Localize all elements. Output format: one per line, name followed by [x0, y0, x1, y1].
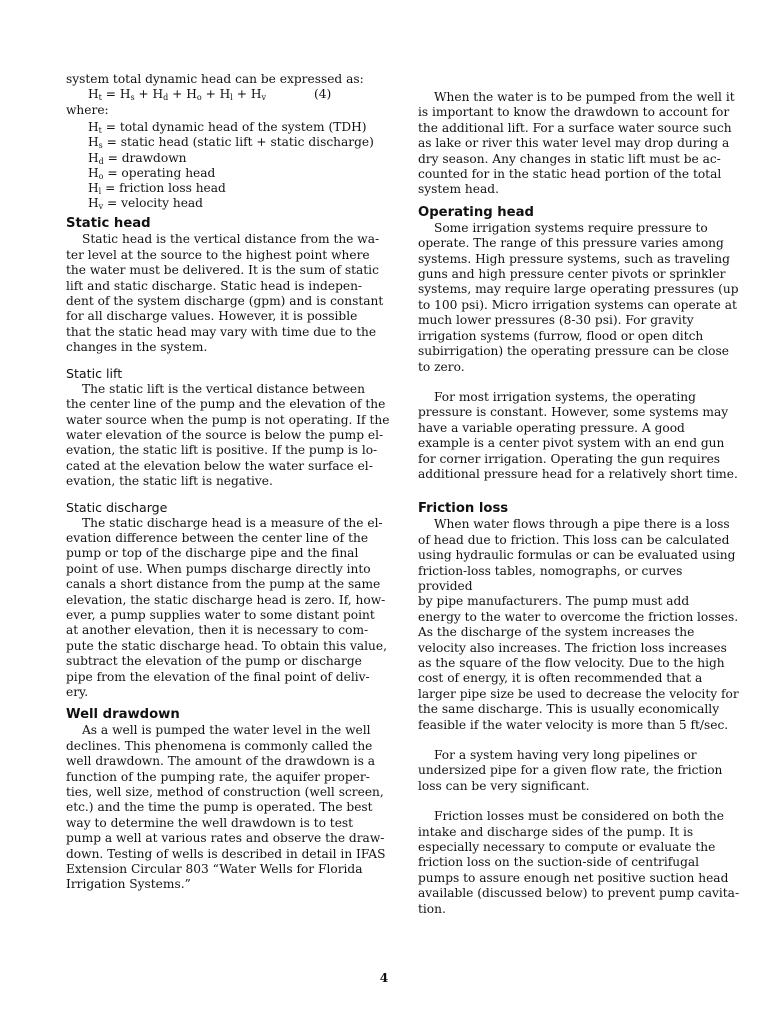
section-heading-static-head: Static head: [66, 216, 151, 232]
text-line: as the square of the flow velocity. Due to the high: [418, 656, 725, 670]
text-line: the water must be delivered. It is the sum of static: [66, 263, 379, 278]
eq-sub: s: [130, 93, 135, 103]
text-line: pump a well at various rates and observe the draw-: [66, 831, 385, 846]
text-line: by pipe manufacturers. The pump must add: [418, 594, 690, 609]
text-line: counted for in the static head portion of the total: [418, 167, 722, 182]
text-line: Friction losses must be considered on both the: [434, 809, 724, 824]
definition-text: = friction loss head: [105, 181, 226, 196]
text-line: energy to the water to overcome the friction losses.: [418, 609, 739, 624]
text-line: systems, may require large operating pressures (up: [418, 282, 739, 297]
where-label: where:: [66, 102, 109, 117]
drawdown-continued-paragraph: [418, 90, 740, 198]
text-line: at another elevation, then it is necessary to com-: [66, 623, 369, 638]
text-line: guns and high pressure center pivots or sprinkler: [418, 267, 726, 282]
section-heading-operating-head: Operating head: [418, 204, 534, 220]
text-line: as lake or river this water level may drop during a: [418, 136, 730, 151]
text-line: ties, well size, method of construction (well screen,: [66, 785, 384, 800]
static-lift-paragraph: [66, 382, 390, 490]
definition-item: $H_d$ = drawdown: [88, 150, 187, 166]
text-line: pute the static discharge head. To obtain this value,: [66, 638, 387, 653]
text-line: to zero.: [418, 359, 465, 374]
text-line: for all discharge values. However, it is possible: [66, 309, 358, 324]
text-line: example is a center pivot system with an end gun: [418, 436, 725, 451]
text-line: point of use. When pumps discharge directly into: [66, 561, 371, 576]
text-line: Static head is the vertical distance from the wa-: [82, 232, 380, 247]
text-line: that the static head may vary with time due to the: [66, 324, 377, 339]
text-line: cated at the elevation below the water surface el-: [66, 458, 373, 473]
page-number: 4: [379, 971, 389, 985]
eq-sub: t: [98, 93, 102, 103]
definition-item: $H_s$ = static head (static lift + static discharge): [88, 135, 374, 151]
text-line: friction loss on the suction-side of centrifugal: [418, 855, 700, 870]
text-line: additional pressure head for a relatively short time.: [418, 466, 738, 481]
text-line: intake and discharge sides of the pump. It is: [418, 824, 694, 839]
text-line: The static discharge head is a measure of the el-: [82, 515, 383, 530]
right-column: [418, 90, 740, 917]
section-heading-static-discharge: Static discharge: [66, 499, 168, 515]
text-line: available (discussed below) to prevent pump cavita-: [418, 886, 740, 901]
text-line: loss can be very significant.: [418, 778, 590, 793]
text-line: When the water is to be pumped from the well it: [434, 90, 735, 104]
text-line: the same discharge. This is usually economically: [418, 702, 720, 717]
text-line: When water flows through a pipe there is a loss: [434, 517, 730, 532]
definition-text: = drawdown: [107, 150, 187, 165]
friction-loss-paragraph-2: [418, 748, 740, 794]
text-line: As the discharge of the system increases the: [418, 625, 695, 640]
text-line: feasible if the water velocity is more than 5 ft/sec.: [418, 717, 729, 732]
text-line: especially necessary to compute or evaluate the: [418, 840, 716, 855]
text-line: operate. The range of this pressure varies among: [418, 236, 724, 251]
equation-number: (4): [313, 87, 332, 102]
text-line: evation difference between the center line of the: [66, 530, 369, 545]
text-line: pumps to assure enough net positive suction head: [418, 870, 729, 885]
definition-text: = static head (static lift + static discharge): [106, 135, 374, 150]
text-line: ery.: [66, 685, 89, 699]
text-line: system head.: [418, 182, 499, 197]
text-line: tion.: [418, 901, 446, 916]
friction-loss-paragraph-3: [418, 809, 740, 917]
text-line: water source when the pump is not operating. If the: [66, 412, 390, 427]
definition-text: = total dynamic head of the system (TDH): [105, 120, 367, 135]
text-line: As a well is pumped the water level in the well: [82, 723, 371, 738]
def-sub: o: [98, 171, 104, 181]
text-line: much lower pressures (8-30 psi). For gravity: [418, 313, 694, 328]
text-line: Irrigation Systems.”: [66, 877, 191, 892]
text-line: elevation, the static discharge head is zero. If, how-: [66, 592, 386, 607]
definition-item: $H_l$ = friction loss head: [88, 181, 226, 197]
def-sub: t: [98, 126, 102, 136]
text-line: to 100 psi). Micro irrigation systems can operate at: [418, 297, 737, 312]
left-column: [66, 72, 390, 893]
eq-sub: d: [163, 93, 169, 103]
text-line: changes in the system.: [66, 340, 208, 355]
def-sub: d: [98, 156, 104, 166]
section-heading-friction-loss: Friction loss: [418, 501, 509, 517]
section-heading-well-drawdown: Well drawdown: [66, 707, 180, 723]
definition-text: = operating head: [107, 165, 216, 180]
text-line: down. Testing of wells is described in detail in IFAS: [66, 846, 386, 861]
text-line: the additional lift. For a surface water source such: [418, 120, 732, 135]
text-line: declines. This phenomena is commonly called the: [66, 738, 373, 753]
static-head-paragraph: [66, 232, 390, 355]
static-discharge-paragraph: [66, 516, 390, 701]
definition-item: $H_v$ = velocity head: [88, 196, 203, 212]
text-line: systems. High pressure systems, such as traveling: [418, 251, 730, 266]
text-line: For most irrigation systems, the operating: [434, 389, 696, 404]
text-line: of head due to friction. This loss can be calculated: [418, 532, 730, 547]
text-line: lift and static discharge. Static head is indepen-: [66, 278, 363, 293]
eq-sub: l: [230, 93, 233, 103]
friction-loss-paragraph-1: [418, 517, 740, 733]
text-line: cost of energy, it is often recommended that a: [418, 671, 703, 686]
text-line: canals a short distance from the pump at the same: [66, 577, 381, 592]
text-line: pressure is constant. However, some systems may: [418, 405, 729, 420]
operating-head-paragraph-2: [418, 390, 740, 482]
def-sub: l: [98, 187, 102, 197]
equation-intro: system total dynamic head can be expressed as:: [66, 72, 364, 86]
definition-text: = velocity head: [107, 196, 203, 211]
text-line: water elevation of the source is below the pump el-: [66, 427, 384, 442]
text-line: have a variable operating pressure. A good: [418, 420, 685, 435]
definition-item: $H_o$ = operating head: [88, 165, 216, 181]
text-line: ter level at the source to the highest point where: [66, 247, 370, 262]
text-line: pipe from the elevation of the final point of deliv-: [66, 669, 370, 684]
section-heading-static-lift: Static lift: [66, 365, 123, 381]
def-sub: v: [98, 202, 104, 212]
text-line: function of the pumping rate, the aquifer proper-: [66, 769, 370, 784]
text-line: irrigation systems (furrow, flood or open ditch: [418, 328, 704, 343]
text-line: well drawdown. The amount of the drawdown is a: [66, 754, 375, 769]
text-line: is important to know the drawdown to account for: [418, 105, 730, 120]
text-line: etc.) and the time the pump is operated. The best: [66, 800, 373, 815]
text-line: Extension Circular 803 “Water Wells for Florida: [66, 862, 363, 877]
text-line: larger pipe size be used to decrease the velocity for: [418, 686, 739, 701]
eq-sub: o: [196, 93, 202, 103]
text-line: for corner irrigation. Operating the gun requires: [418, 451, 721, 466]
text-line: using hydraulic formulas or can be evaluated using: [418, 548, 736, 563]
operating-head-paragraph-1: [418, 221, 740, 375]
definition-item: $H_t$ = total dynamic head of the system (TDH): [88, 120, 367, 136]
text-line: For a system having very long pipelines or: [434, 748, 697, 763]
text-line: undersized pipe for a given flow rate, the friction: [418, 763, 723, 778]
text-line: evation, the static lift is positive. If the pump is lo-: [66, 443, 378, 458]
text-line: evation, the static lift is negative.: [66, 474, 273, 489]
text-line: The static lift is the vertical distance between: [82, 381, 365, 396]
text-line: ever, a pump supplies water to some distant point: [66, 607, 375, 622]
tdh-equation: $H_t = H_s + H_d + H_o + H_l + H_v$ (4): [88, 87, 332, 103]
definition-list: [88, 120, 390, 211]
text-line: dent of the system discharge (gpm) and is constant: [66, 294, 384, 309]
text-line: subtract the elevation of the pump or discharge: [66, 654, 362, 669]
text-line: velocity also increases. The friction loss increases: [418, 640, 727, 655]
text-line: way to determine the well drawdown is to test: [66, 815, 354, 830]
text-line: friction-loss tables, nomographs, or curves provided: [418, 563, 683, 593]
well-drawdown-paragraph: [66, 723, 390, 892]
text-line: Some irrigation systems require pressure to: [434, 220, 708, 235]
text-line: pump or top of the discharge pipe and the final: [66, 546, 359, 561]
text-line: subirrigation) the operating pressure can be close: [418, 344, 729, 359]
def-sub: s: [98, 141, 103, 151]
eq-sub: v: [261, 93, 266, 103]
text-line: the center line of the pump and the elevation of the: [66, 397, 386, 412]
text-line: dry season. Any changes in static lift must be ac-: [418, 151, 721, 166]
